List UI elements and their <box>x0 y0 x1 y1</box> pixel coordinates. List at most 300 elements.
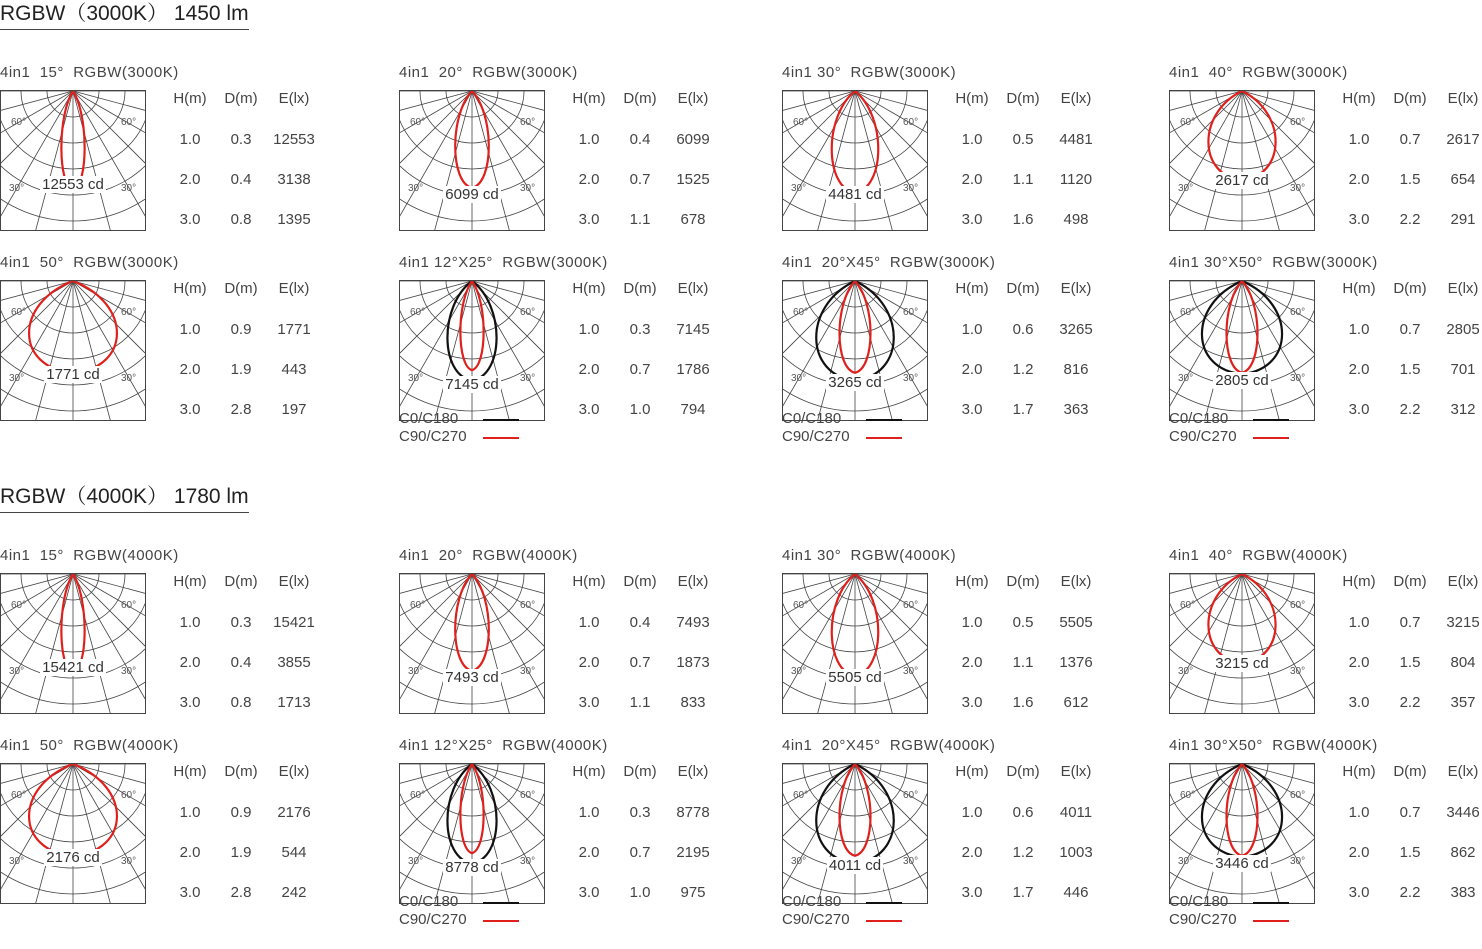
polar-chart-svg <box>783 91 927 230</box>
angle-label: 60° <box>410 117 426 128</box>
angle-label: 60° <box>1290 790 1306 801</box>
legend-label: C90/C270 <box>1169 428 1237 445</box>
polar-diagram <box>1169 90 1315 231</box>
angle-label: 30° <box>9 856 25 867</box>
curve-legend <box>1169 410 1237 446</box>
polar-radial-line <box>432 91 472 230</box>
table-header-cell: E(lx) <box>1060 280 1092 297</box>
table-cell: 701 <box>1450 361 1476 378</box>
photometric-panel <box>782 64 1122 264</box>
table-cell: 3446 <box>1446 804 1480 821</box>
table-cell: 2.0 <box>179 361 201 378</box>
table-header-cell: D(m) <box>224 90 258 107</box>
legend-label: C0/C180 <box>399 410 459 427</box>
legend-swatch <box>1253 902 1289 904</box>
angle-label: 30° <box>121 183 137 194</box>
curve-legend <box>1169 893 1237 929</box>
table-header-cell: D(m) <box>1006 280 1040 297</box>
polar-radial-line <box>815 574 855 713</box>
polar-radial-line <box>472 574 512 713</box>
legend-label: C0/C180 <box>1169 893 1229 910</box>
photometric-panel <box>1169 547 1482 747</box>
polar-diagram <box>782 90 928 231</box>
table-cell: 975 <box>680 884 706 901</box>
angle-label: 60° <box>793 790 809 801</box>
angle-label: 30° <box>1178 373 1194 384</box>
angle-label: 30° <box>408 373 424 384</box>
table-cell: 612 <box>1063 694 1089 711</box>
polar-radial-line <box>33 764 73 903</box>
table-cell: 1.0 <box>578 321 600 338</box>
table-cell: 0.9 <box>230 321 252 338</box>
table-cell: 6099 <box>676 131 710 148</box>
table-cell: 2.0 <box>578 844 600 861</box>
polar-chart-svg <box>1 281 145 420</box>
table-header-cell: H(m) <box>955 280 989 297</box>
panel-title: 4in1 15° RGBW(3000K) <box>0 64 179 81</box>
panel-title: 4in1 30° RGBW(4000K) <box>782 547 957 564</box>
polar-radial-line <box>33 91 73 230</box>
angle-label: 60° <box>410 790 426 801</box>
table-cell: 1.5 <box>1399 654 1421 671</box>
table-cell: 1771 <box>277 321 311 338</box>
table-cell: 2.0 <box>961 171 983 188</box>
table-cell: 862 <box>1450 844 1476 861</box>
table-header-cell: D(m) <box>623 280 657 297</box>
table-cell: 1.6 <box>1012 211 1034 228</box>
table-cell: 0.6 <box>1012 321 1034 338</box>
table-cell: 3.0 <box>961 884 983 901</box>
table-cell: 1873 <box>676 654 710 671</box>
angle-label: 60° <box>903 790 919 801</box>
table-cell: 2176 <box>277 804 311 821</box>
legend-item <box>399 911 467 929</box>
table-header-cell: D(m) <box>623 573 657 590</box>
legend-item <box>782 410 850 428</box>
table-cell: 1.1 <box>1012 654 1034 671</box>
table-cell: 363 <box>1063 401 1089 418</box>
table-cell: 3.0 <box>961 211 983 228</box>
angle-label: 60° <box>121 307 137 318</box>
table-cell: 3.0 <box>1348 401 1370 418</box>
polar-chart-svg <box>1170 281 1314 420</box>
table-cell: 0.8 <box>230 211 252 228</box>
section-title: RGBW（3000K） 1450 lm <box>0 0 249 30</box>
polar-diagram <box>399 763 545 904</box>
polar-chart-svg <box>1 764 145 903</box>
angle-label: 60° <box>903 307 919 318</box>
angle-label: 30° <box>1178 183 1194 194</box>
table-cell: 0.3 <box>230 131 252 148</box>
polar-radial-line <box>1202 281 1242 420</box>
angle-label: 30° <box>1178 666 1194 677</box>
table-header-cell: E(lx) <box>1060 763 1092 780</box>
table-header-cell: E(lx) <box>677 90 709 107</box>
legend-swatch <box>483 437 519 439</box>
angle-label: 30° <box>1290 666 1306 677</box>
photometric-panel <box>399 254 739 454</box>
table-cell: 794 <box>680 401 706 418</box>
legend-swatch <box>866 437 902 439</box>
table-cell: 3.0 <box>578 401 600 418</box>
table-cell: 2.0 <box>179 171 201 188</box>
legend-item <box>399 893 467 911</box>
table-cell: 1525 <box>676 171 710 188</box>
table-cell: 2.8 <box>230 884 252 901</box>
table-cell: 1120 <box>1059 171 1093 188</box>
table-header-cell: H(m) <box>955 573 989 590</box>
table-cell: 0.7 <box>1399 321 1421 338</box>
table-cell: 1.0 <box>1348 804 1370 821</box>
angle-label: 30° <box>121 666 137 677</box>
candela-value: 2176 cd <box>46 849 100 866</box>
angle-label: 60° <box>903 600 919 611</box>
angle-label: 60° <box>903 117 919 128</box>
panel-title: 4in1 30°X50° RGBW(4000K) <box>1169 737 1378 754</box>
table-cell: 1.0 <box>179 131 201 148</box>
table-header-cell: H(m) <box>173 90 207 107</box>
legend-item <box>782 911 850 929</box>
photometric-panel <box>399 737 739 937</box>
legend-swatch <box>1253 920 1289 922</box>
angle-label: 60° <box>121 117 137 128</box>
table-cell: 2.0 <box>578 361 600 378</box>
angle-label: 60° <box>1290 117 1306 128</box>
table-cell: 1713 <box>277 694 311 711</box>
table-cell: 0.4 <box>629 131 651 148</box>
table-header-cell: E(lx) <box>1447 280 1479 297</box>
legend-label: C0/C180 <box>1169 410 1229 427</box>
polar-chart-svg <box>1170 574 1314 713</box>
legend-item <box>1169 911 1237 929</box>
table-header-cell: H(m) <box>1342 573 1376 590</box>
legend-label: C0/C180 <box>782 893 842 910</box>
table-header-cell: H(m) <box>572 90 606 107</box>
polar-radial-line <box>472 764 512 903</box>
table-cell: 0.9 <box>230 804 252 821</box>
angle-label: 60° <box>793 307 809 318</box>
angle-label: 60° <box>520 117 536 128</box>
polar-radial-line <box>855 281 895 420</box>
panel-title: 4in1 12°X25° RGBW(3000K) <box>399 254 608 271</box>
angle-label: 30° <box>121 856 137 867</box>
table-header-cell: H(m) <box>955 763 989 780</box>
candela-value: 3265 cd <box>828 374 882 391</box>
table-cell: 1.0 <box>578 131 600 148</box>
legend-label: C90/C270 <box>782 911 850 928</box>
polar-chart-svg <box>400 764 544 903</box>
angle-label: 60° <box>11 600 27 611</box>
polar-radial-line <box>815 281 855 420</box>
table-cell: 0.4 <box>629 614 651 631</box>
table-header-cell: D(m) <box>1006 573 1040 590</box>
polar-chart-svg <box>400 91 544 230</box>
table-cell: 1.0 <box>961 131 983 148</box>
angle-label: 60° <box>520 600 536 611</box>
table-cell: 0.7 <box>1399 131 1421 148</box>
table-cell: 443 <box>281 361 307 378</box>
polar-diagram <box>782 573 928 714</box>
table-cell: 4011 <box>1059 804 1093 821</box>
photometric-panel <box>0 254 340 454</box>
table-cell: 1.9 <box>230 361 252 378</box>
table-cell: 1.6 <box>1012 694 1034 711</box>
table-header-cell: H(m) <box>1342 763 1376 780</box>
table-cell: 3138 <box>277 171 311 188</box>
panel-title: 4in1 20° RGBW(4000K) <box>399 547 578 564</box>
candela-label <box>399 669 545 686</box>
angle-label: 30° <box>520 856 536 867</box>
table-cell: 2195 <box>676 844 710 861</box>
polar-diagram <box>399 90 545 231</box>
table-cell: 3855 <box>277 654 311 671</box>
table-cell: 0.8 <box>230 694 252 711</box>
table-cell: 7145 <box>676 321 710 338</box>
table-cell: 3.0 <box>578 694 600 711</box>
legend-item <box>399 410 467 428</box>
legend-swatch <box>866 920 902 922</box>
table-cell: 0.3 <box>629 804 651 821</box>
photometric-panel <box>0 547 340 747</box>
table-cell: 1.2 <box>1012 844 1034 861</box>
candela-label <box>0 366 146 383</box>
polar-diagram <box>0 763 146 904</box>
legend-item <box>1169 428 1237 446</box>
polar-diagram <box>0 280 146 421</box>
angle-label: 60° <box>11 307 27 318</box>
legend-swatch <box>483 920 519 922</box>
polar-radial-line <box>1202 574 1242 713</box>
candela-label <box>399 376 545 393</box>
curve-legend <box>399 893 467 929</box>
candela-value: 5505 cd <box>828 669 882 686</box>
table-cell: 1.0 <box>1348 321 1370 338</box>
curve-legend <box>782 893 850 929</box>
polar-radial-line <box>472 91 512 230</box>
table-header-cell: H(m) <box>173 763 207 780</box>
table-cell: 2.0 <box>1348 654 1370 671</box>
table-cell: 2.2 <box>1399 694 1421 711</box>
legend-swatch <box>1253 419 1289 421</box>
table-cell: 7493 <box>676 614 710 631</box>
angle-label: 60° <box>11 117 27 128</box>
polar-radial-line <box>815 91 855 230</box>
section-title: RGBW（4000K） 1780 lm <box>0 480 249 513</box>
legend-item <box>782 893 850 911</box>
table-cell: 1.5 <box>1399 171 1421 188</box>
polar-radial-line <box>815 764 855 903</box>
polar-chart-svg <box>1 91 145 230</box>
table-cell: 678 <box>680 211 706 228</box>
table-cell: 2.0 <box>578 654 600 671</box>
panel-title: 4in1 40° RGBW(4000K) <box>1169 547 1348 564</box>
table-cell: 1395 <box>277 211 311 228</box>
polar-diagram <box>1169 763 1315 904</box>
table-cell: 2.0 <box>578 171 600 188</box>
table-cell: 2.0 <box>961 844 983 861</box>
polar-radial-line <box>855 764 895 903</box>
table-cell: 1.0 <box>578 804 600 821</box>
candela-label <box>782 186 928 203</box>
table-cell: 1786 <box>676 361 710 378</box>
candela-value: 1771 cd <box>46 366 100 383</box>
polar-radial-line <box>33 281 73 420</box>
table-cell: 3.0 <box>578 211 600 228</box>
angle-label: 30° <box>791 183 807 194</box>
table-cell: 15421 <box>273 614 315 631</box>
angle-label: 30° <box>903 373 919 384</box>
table-cell: 357 <box>1450 694 1476 711</box>
table-cell: 0.4 <box>230 171 252 188</box>
candela-value: 3446 cd <box>1215 855 1269 872</box>
polar-radial-line <box>432 281 472 420</box>
angle-label: 30° <box>9 183 25 194</box>
polar-radial-line <box>1202 91 1242 230</box>
candela-value: 12553 cd <box>42 176 104 193</box>
table-cell: 3.0 <box>1348 694 1370 711</box>
legend-swatch <box>483 419 519 421</box>
table-cell: 3.0 <box>1348 884 1370 901</box>
polar-radial-line <box>1202 764 1242 903</box>
table-cell: 2.0 <box>179 654 201 671</box>
table-header-cell: E(lx) <box>278 573 310 590</box>
angle-label: 30° <box>1290 856 1306 867</box>
angle-label: 60° <box>11 790 27 801</box>
polar-diagram <box>782 280 928 421</box>
table-header-cell: D(m) <box>623 90 657 107</box>
polar-radial-line <box>73 91 113 230</box>
candela-label <box>0 176 146 193</box>
polar-radial-line <box>73 764 113 903</box>
legend-item <box>399 428 467 446</box>
table-header-cell: E(lx) <box>1447 573 1479 590</box>
table-cell: 1.0 <box>961 804 983 821</box>
angle-label: 30° <box>121 373 137 384</box>
polar-diagram <box>1169 280 1315 421</box>
table-cell: 1.0 <box>179 804 201 821</box>
polar-radial-line <box>855 91 895 230</box>
table-header-cell: H(m) <box>173 573 207 590</box>
angle-label: 60° <box>410 600 426 611</box>
table-cell: 3265 <box>1059 321 1093 338</box>
photometric-panel <box>0 64 340 264</box>
candela-value: 8778 cd <box>445 859 499 876</box>
table-cell: 3.0 <box>961 401 983 418</box>
candela-value: 2617 cd <box>1215 172 1269 189</box>
candela-value: 3215 cd <box>1215 655 1269 672</box>
angle-label: 60° <box>793 600 809 611</box>
table-header-cell: H(m) <box>1342 90 1376 107</box>
candela-value: 7145 cd <box>445 376 499 393</box>
table-cell: 0.7 <box>1399 804 1421 821</box>
candela-label <box>782 669 928 686</box>
panel-title: 4in1 40° RGBW(3000K) <box>1169 64 1348 81</box>
table-cell: 498 <box>1063 211 1089 228</box>
table-cell: 2805 <box>1446 321 1480 338</box>
photometric-panel <box>782 737 1122 937</box>
angle-label: 60° <box>1180 117 1196 128</box>
legend-label: C0/C180 <box>782 410 842 427</box>
table-cell: 1.5 <box>1399 361 1421 378</box>
table-cell: 833 <box>680 694 706 711</box>
legend-item <box>1169 893 1237 911</box>
legend-item <box>782 428 850 446</box>
legend-swatch <box>483 902 519 904</box>
angle-label: 30° <box>408 856 424 867</box>
table-cell: 4481 <box>1059 131 1093 148</box>
polar-diagram <box>399 573 545 714</box>
table-cell: 1.9 <box>230 844 252 861</box>
polar-chart-svg <box>1170 91 1314 230</box>
polar-diagram <box>782 763 928 904</box>
polar-chart-svg <box>783 764 927 903</box>
table-header-cell: H(m) <box>173 280 207 297</box>
table-header-cell: E(lx) <box>1447 90 1479 107</box>
table-cell: 1.0 <box>1348 131 1370 148</box>
table-header-cell: D(m) <box>1006 90 1040 107</box>
table-cell: 2.0 <box>961 361 983 378</box>
angle-label: 60° <box>410 307 426 318</box>
table-cell: 2.2 <box>1399 884 1421 901</box>
table-cell: 3.0 <box>179 884 201 901</box>
polar-radial-line <box>472 281 512 420</box>
polar-diagram <box>1169 573 1315 714</box>
table-header-cell: E(lx) <box>677 280 709 297</box>
candela-label <box>0 849 146 866</box>
angle-label: 60° <box>1180 307 1196 318</box>
table-cell: 1.5 <box>1399 844 1421 861</box>
angle-label: 30° <box>408 183 424 194</box>
table-header-cell: D(m) <box>224 573 258 590</box>
table-cell: 1.0 <box>629 401 651 418</box>
table-header-cell: E(lx) <box>278 280 310 297</box>
photometric-panel <box>782 547 1122 747</box>
angle-label: 60° <box>121 600 137 611</box>
angle-label: 30° <box>1178 856 1194 867</box>
candela-label <box>1169 372 1315 389</box>
table-header-cell: E(lx) <box>677 763 709 780</box>
photometric-panel <box>1169 64 1482 264</box>
angle-label: 30° <box>520 666 536 677</box>
panel-title: 4in1 20°X45° RGBW(4000K) <box>782 737 996 754</box>
legend-label: C0/C180 <box>399 893 459 910</box>
table-cell: 816 <box>1063 361 1089 378</box>
table-header-cell: D(m) <box>623 763 657 780</box>
table-cell: 544 <box>281 844 307 861</box>
table-cell: 2.0 <box>1348 171 1370 188</box>
photometric-panel <box>1169 737 1482 937</box>
table-header-cell: H(m) <box>572 573 606 590</box>
polar-diagram <box>399 280 545 421</box>
polar-chart-svg <box>1170 764 1314 903</box>
table-cell: 654 <box>1450 171 1476 188</box>
polar-diagram <box>0 90 146 231</box>
polar-radial-line <box>73 574 113 713</box>
polar-chart-svg <box>783 281 927 420</box>
polar-radial-line <box>1242 281 1282 420</box>
legend-item <box>1169 410 1237 428</box>
polar-chart-svg <box>1 574 145 713</box>
table-cell: 0.7 <box>1399 614 1421 631</box>
table-cell: 1.7 <box>1012 401 1034 418</box>
polar-radial-line <box>1242 574 1282 713</box>
table-header-cell: E(lx) <box>1060 573 1092 590</box>
table-cell: 2.0 <box>179 844 201 861</box>
curve-legend <box>782 410 850 446</box>
table-cell: 1.0 <box>961 614 983 631</box>
table-header-cell: D(m) <box>224 763 258 780</box>
table-cell: 3.0 <box>179 211 201 228</box>
